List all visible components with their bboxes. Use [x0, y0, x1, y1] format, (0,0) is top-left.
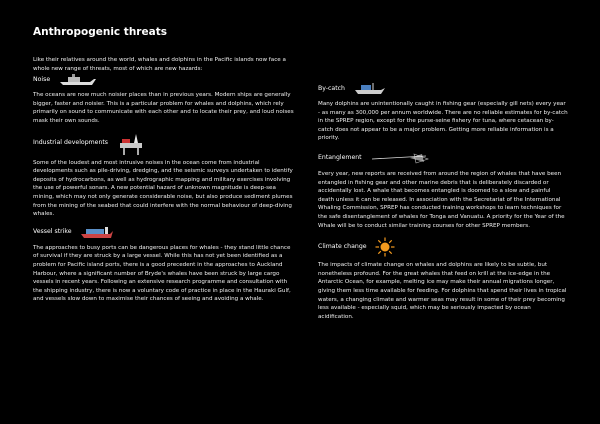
section-body: The impacts of climate change on whales and dolphins are likely to be subtle, but nonetheless profound. For the great whales that feed on krill at the ice-edge in the Antarctic Ocean, for example, melting ice may make their annual migrations longer, giving them less time available for feeding. For dolphins that spend their lives in tropical waters, a changing climate and warmer seas may result in some of their prey becoming less available - especially squid, which may be seriously impacted by ocean acidification. [318, 262, 567, 320]
section-body: Many dolphins are unintentionally caught in fishing gear (especially gill nets) every year - as many as 300,000 per annum worldwide. There are no reliable estimates for by-catch in the SPREP region, except for the purse-seine fishery for tuna, where cetacean by-catch does not appear to be a major problem. Getting more reliable information is a priority. [318, 101, 568, 142]
section-climate-change [318, 237, 568, 321]
fishing-boat-icon [353, 82, 387, 96]
right-column [318, 82, 568, 328]
section-heading: Climate change [318, 237, 568, 257]
section-by-catch [318, 82, 568, 143]
section-heading: Entanglement [318, 150, 568, 166]
ship-icon [58, 73, 98, 87]
sun-icon [375, 237, 395, 257]
oil-rig-icon [116, 133, 148, 155]
left-column [33, 56, 295, 311]
section-body: Every year, new reports are received from around the region of whales that have been entangled in fishing gear and other marine debris that is deliberately discarded or accidentally lost. A whale that becomes entangled is doomed to a slow and painful death unless it can be released. In association with the Secretariat of the International Whaling Commission, SPREP has conducted training workshops to learn techniques for the safe disentanglement of whales for Tonga and Vanuatu. A priority for the Year of the Whale will be to conduct similar training courses for other SPREP members. [318, 170, 565, 229]
section-heading: Industrial developments [33, 133, 295, 155]
section-heading: By-catch [318, 82, 568, 96]
section-industrial [33, 133, 295, 219]
section-body: Some of the loudest and most intrusive noises in the ocean come from industrial developments such as pile-driving, dredging, and the seismic surveys undertaken to identify deposits of hydrocarbons, as well as hydrographic mapping and military exercises involving the use of powerful sonars. A new potential hazard of unknown magnitude is deep-sea mining, which may not only generate considerable noise, but also produce sediment plumes from the mining of the seabed that could interfere with the normal behaviour of deep-diving whales. [33, 159, 293, 218]
section-heading: Noise [33, 73, 295, 87]
section-entanglement [318, 150, 568, 230]
page-title: Anthropogenic threats [33, 26, 167, 38]
section-body: The approaches to busy ports can be dangerous places for whales - they stand little chance of survival if they are struck by a large vessel. While this has not yet been identified as a problem for Pacific island ports, there is a good precedent in the approaches to Auckland Harbour, where a significant number of Bryde's whales have been struck by large cargo vessels in recent years. Following an extensive research programme and consultation with the shipping industry, there is now a voluntary code of practice in place in the Hauraki Gulf, and vessels slow down to maximise their chances of seeing and avoiding a whale. [33, 244, 291, 303]
net-icon [370, 150, 430, 166]
section-heading: Vessel strike [33, 226, 295, 240]
vessel-icon [80, 226, 114, 240]
section-vessel-strike [33, 226, 295, 304]
intro-paragraph: Like their relatives around the world, whales and dolphins in the Pacific islands now face a whole new range of threats, most of which are new hazards: [33, 57, 286, 72]
section-body: The oceans are now much noisier places than in previous years. Modern ships are generally bigger, faster and noisier. This is a particular problem for whales and dolphins, which rely primarily on sound to communicate with each other and to locate their prey, and loud noises mask their own sounds. [33, 92, 294, 124]
section-noise [33, 73, 295, 125]
